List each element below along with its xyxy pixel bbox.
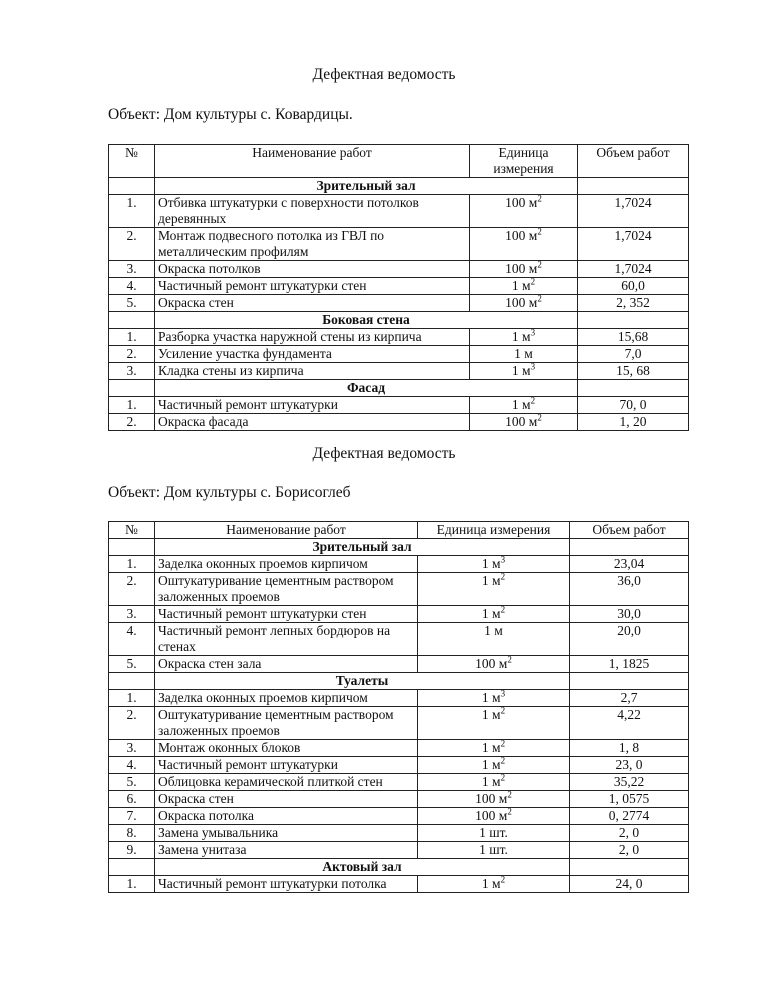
row-quantity: 2, 0 [570,842,689,859]
row-unit [418,690,570,707]
row-quantity: 7,0 [578,346,689,363]
row-work-name: Монтаж подвесного потолка из ГВЛ по металлическим профилям [155,228,470,261]
row-quantity: 23,04 [570,556,689,573]
section-spacer [109,178,155,195]
section-row [109,859,689,876]
header-quantity: Объем работ [570,522,689,539]
table-row [109,556,689,573]
row-number: 2. [109,346,155,363]
row-number: 4. [109,278,155,295]
doc2-title: Дефектная ведомость [312,445,456,462]
table-row [109,363,689,380]
row-number: 4. [109,623,155,656]
row-number: 3. [109,606,155,623]
row-quantity: 2,7 [570,690,689,707]
row-number: 4. [109,757,155,774]
unit-exponent: 2 [500,705,506,716]
unit-value: 1 м [481,690,501,705]
row-unit [470,195,578,228]
row-work-name: Частичный ремонт штукатурки потолка [155,876,418,893]
row-unit [470,397,578,414]
row-quantity: 1,7024 [578,228,689,261]
row-number: 3. [109,363,155,380]
row-number: 3. [109,740,155,757]
row-work-name: Замена умывальника [155,825,418,842]
row-work-name: Усиление участка фундамента [155,346,470,363]
row-quantity: 36,0 [570,573,689,606]
unit-exponent: 3 [500,688,506,699]
section-spacer [109,673,155,690]
unit-value: 100 м [475,808,508,823]
row-unit [470,329,578,346]
unit-value: 100 м [505,228,538,243]
table-row [109,623,689,656]
row-unit [418,825,570,842]
row-unit [418,774,570,791]
row-number: 1. [109,397,155,414]
unit-exponent: 2 [500,755,506,766]
unit-exponent: 2 [537,412,542,423]
row-number: 7. [109,808,155,825]
row-unit [418,791,570,808]
header-number: № [109,522,155,539]
unit-value: 100 м [505,195,538,210]
unit-exponent: 2 [537,293,542,304]
unit-value: 100 м [505,414,538,429]
unit-exponent: 3 [500,554,506,565]
row-quantity: 1,7024 [578,261,689,278]
table-row [109,876,689,893]
table-row [109,825,689,842]
unit-value: 1 м [481,757,501,772]
row-work-name: Частичный ремонт лепных бордюров на стенах [155,623,418,656]
row-work-name: Заделка оконных проемов кирпичом [155,556,418,573]
row-number: 5. [109,295,155,312]
row-work-name: Монтаж оконных блоков [155,740,418,757]
row-number: 9. [109,842,155,859]
row-work-name: Частичный ремонт штукатурки стен [155,278,470,295]
table-row [109,573,689,606]
unit-exponent: 3 [530,361,536,372]
section-spacer [578,312,689,329]
row-number: 2. [109,707,155,740]
section-title: Актовый зал [155,859,570,876]
row-work-name: Окраска стен зала [155,656,418,673]
row-work-name: Окраска потолка [155,808,418,825]
row-unit [470,295,578,312]
unit-value: 100 м [475,791,508,806]
table-row [109,295,689,312]
row-quantity: 24, 0 [570,876,689,893]
unit-exponent: 3 [530,327,536,338]
row-unit [418,556,570,573]
row-work-name: Отбивка штукатурки с поверхности потолков деревянных [155,195,470,228]
row-unit [470,278,578,295]
unit-exponent: 2 [500,772,506,783]
table-header-row [109,522,689,539]
section-spacer [578,178,689,195]
table-row [109,791,689,808]
unit-value: 1 м [484,623,503,638]
unit-value: 1 м [481,740,501,755]
row-work-name: Кладка стены из кирпича [155,363,470,380]
unit-value: 1 м [481,573,501,588]
section-spacer [109,380,155,397]
row-work-name: Окраска потолков [155,261,470,278]
row-quantity: 4,22 [570,707,689,740]
row-quantity: 30,0 [570,606,689,623]
unit-exponent: 2 [530,276,536,287]
table-row [109,346,689,363]
unit-value: 1 м [511,397,531,412]
row-number: 1. [109,195,155,228]
row-unit [418,740,570,757]
unit-value: 1 шт. [479,842,508,857]
row-quantity: 1, 0575 [570,791,689,808]
row-unit [470,346,578,363]
row-quantity: 2, 0 [570,825,689,842]
row-quantity: 70, 0 [578,397,689,414]
row-unit [418,573,570,606]
row-unit [418,808,570,825]
table-row [109,261,689,278]
section-title: Боковая стена [155,312,578,329]
table-row [109,414,689,431]
row-unit [418,707,570,740]
doc2-object: Объект: Дом культуры с. Борисоглеб [108,484,351,501]
row-quantity: 23, 0 [570,757,689,774]
header-work-name: Наименование работ [155,522,418,539]
unit-value: 1 м [481,774,501,789]
row-unit [418,757,570,774]
row-number: 2. [109,414,155,431]
section-row [109,380,689,397]
section-title: Туалеты [155,673,570,690]
row-work-name: Оштукатуривание цементным раствором заложенных проемов [155,707,418,740]
row-work-name: Оштукатуривание цементным раствором заложенных проемов [155,573,418,606]
section-spacer [578,380,689,397]
row-work-name: Окраска стен [155,791,418,808]
row-number: 1. [109,690,155,707]
header-quantity: Объем работ [578,145,689,178]
table-row [109,740,689,757]
section-row [109,312,689,329]
row-number: 6. [109,791,155,808]
row-quantity: 15, 68 [578,363,689,380]
table-row [109,329,689,346]
row-work-name: Частичный ремонт штукатурки [155,757,418,774]
row-unit [470,228,578,261]
header-work-name: Наименование работ [155,145,470,178]
header-unit: Единица измерения [470,145,578,178]
row-number: 1. [109,329,155,346]
unit-value: 1 м [481,556,501,571]
row-quantity: 2, 352 [578,295,689,312]
section-row [109,178,689,195]
row-number: 5. [109,656,155,673]
row-work-name: Окраска фасада [155,414,470,431]
row-number: 8. [109,825,155,842]
unit-exponent: 2 [530,395,536,406]
row-quantity: 1, 8 [570,740,689,757]
doc1-object: Объект: Дом культуры с. Ковардицы. [108,106,353,123]
unit-exponent: 2 [500,604,506,615]
unit-exponent: 2 [500,874,506,885]
doc1-defect-table [108,144,689,431]
row-work-name: Частичный ремонт штукатурки стен [155,606,418,623]
section-title: Фасад [155,380,578,397]
row-work-name: Частичный ремонт штукатурки [155,397,470,414]
row-number: 5. [109,774,155,791]
section-title: Зрительный зал [155,539,570,556]
doc2-defect-table [108,521,689,893]
unit-value: 1 шт. [479,825,508,840]
header-number: № [109,145,155,178]
table-header-row [109,145,689,178]
row-work-name: Облицовка керамической плиткой стен [155,774,418,791]
row-work-name: Окраска стен [155,295,470,312]
row-quantity: 0, 2774 [570,808,689,825]
row-work-name: Разборка участка наружной стены из кирпича [155,329,470,346]
table-row [109,656,689,673]
unit-value: 1 м [481,876,501,891]
row-unit [418,656,570,673]
section-spacer [570,673,689,690]
table-row [109,774,689,791]
unit-value: 1 м [481,606,501,621]
unit-exponent: 2 [537,226,542,237]
unit-exponent: 2 [500,738,506,749]
table-row [109,278,689,295]
table-row [109,757,689,774]
row-number: 3. [109,261,155,278]
row-quantity: 1,7024 [578,195,689,228]
unit-value: 1 м [511,329,531,344]
unit-exponent: 2 [537,259,542,270]
row-unit [470,261,578,278]
row-number: 2. [109,573,155,606]
row-unit [418,606,570,623]
doc1-title: Дефектная ведомость [312,66,456,83]
unit-exponent: 2 [507,806,512,817]
unit-exponent: 2 [537,193,542,204]
table-row [109,228,689,261]
unit-value: 100 м [505,261,538,276]
row-unit [418,842,570,859]
table-row [109,195,689,228]
row-work-name: Замена унитаза [155,842,418,859]
row-number: 1. [109,556,155,573]
section-spacer [570,859,689,876]
unit-exponent: 2 [507,654,512,665]
unit-value: 1 м [511,363,531,378]
unit-exponent: 2 [507,789,512,800]
section-spacer [109,312,155,329]
unit-exponent: 2 [500,571,506,582]
unit-value: 1 м [514,346,533,361]
unit-value: 100 м [475,656,508,671]
unit-value: 1 м [481,707,501,722]
section-row [109,673,689,690]
row-quantity: 1, 20 [578,414,689,431]
row-quantity: 60,0 [578,278,689,295]
row-work-name: Заделка оконных проемов кирпичом [155,690,418,707]
section-title: Зрительный зал [155,178,578,195]
row-quantity: 1, 1825 [570,656,689,673]
row-quantity: 15,68 [578,329,689,346]
table-row [109,707,689,740]
row-number: 2. [109,228,155,261]
unit-value: 100 м [505,295,538,310]
table-row [109,808,689,825]
row-unit [418,876,570,893]
table-row [109,690,689,707]
table-row [109,606,689,623]
row-number: 1. [109,876,155,893]
table-row [109,397,689,414]
section-row [109,539,689,556]
section-spacer [109,859,155,876]
section-spacer [570,539,689,556]
row-unit [418,623,570,656]
row-quantity: 20,0 [570,623,689,656]
row-unit [470,414,578,431]
row-unit [470,363,578,380]
unit-value: 1 м [511,278,531,293]
table-row [109,842,689,859]
row-quantity: 35,22 [570,774,689,791]
header-unit: Единица измерения [418,522,570,539]
section-spacer [109,539,155,556]
